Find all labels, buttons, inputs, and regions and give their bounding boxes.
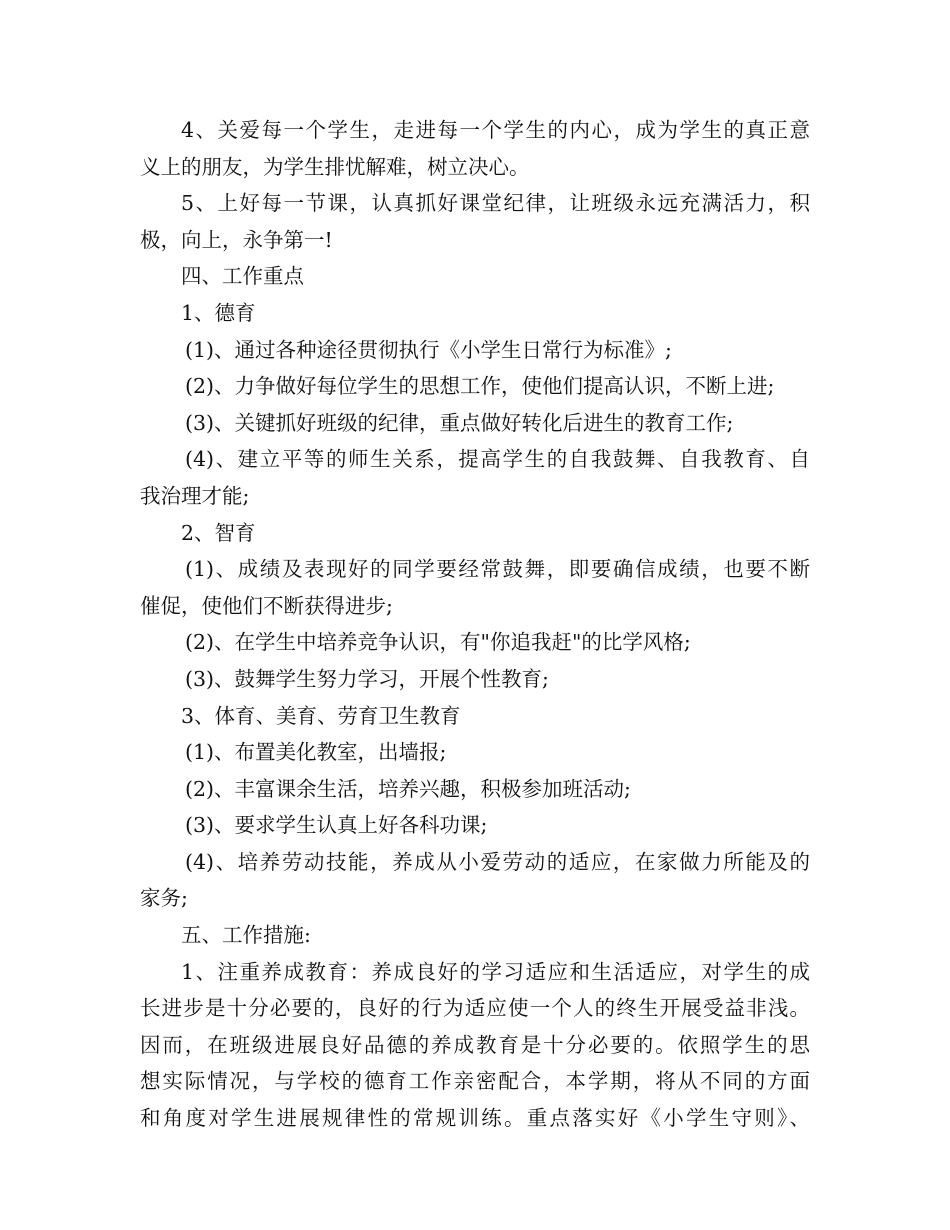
list-item: (2)、丰富课余生活，培养兴趣，积极参加班活动; [185, 776, 631, 801]
subsection-heading: 1、德育 [181, 300, 256, 325]
paragraph-line: 4、关爱每一个学生，走进每一个学生的内心，成为学生的真正意 [181, 118, 810, 142]
paragraph-line: 和角度对学生进展规律性的常规训练。重点落实好《小学生守则》、 [140, 1106, 810, 1131]
section-heading: 四、工作重点 [181, 264, 304, 289]
paragraph-line: 5、上好每一节课，认真抓好课堂纪律，让班级永远充满活力，积 [181, 191, 810, 216]
document-page [140, 112, 810, 1137]
paragraph-line: 想实际情况，与学校的德育工作亲密配合，本学期，将从不同的方面 [140, 1069, 810, 1094]
list-item-continuation: 我治理才能; [140, 483, 250, 508]
list-item: (2)、力争做好每位学生的思想工作，使他们提高认识，不断上进; [185, 374, 775, 399]
paragraph-line: 极，向上，永争第一! [140, 227, 333, 252]
list-item: (1)、成绩及表现好的同学要经常鼓舞，即要确信成绩，也要不断 [185, 557, 810, 582]
list-item: (4)、培养劳动技能，养成从小爱劳动的适应，在家做力所能及的 [185, 849, 810, 874]
list-item-continuation: 催促，使他们不断获得进步; [140, 593, 393, 618]
list-item: (1)、通过各种途径贯彻执行《小学生日常行为标准》; [185, 337, 672, 362]
list-item: (2)、在学生中培养竞争认识，有"你追我赶"的比学风格; [185, 630, 691, 655]
list-item: (3)、鼓舞学生努力学习，开展个性教育; [185, 666, 549, 691]
paragraph-line: 义上的朋友，为学生排忧解难，树立决心。 [140, 154, 530, 179]
section-heading: 五、工作措施: [181, 923, 311, 948]
list-item: (1)、布置美化教室，出墙报; [185, 740, 447, 765]
subsection-heading: 2、智育 [181, 520, 256, 545]
paragraph-line: 1、注重养成教育：养成良好的学习适应和生活适应，对学生的成 [181, 959, 810, 984]
list-item: (3)、要求学生认真上好各科功课; [185, 813, 488, 838]
paragraph-line: 因而，在班级进展良好品德的养成教育是十分必要的。依照学生的思 [140, 1032, 810, 1057]
paragraph-line: 长进步是十分必要的，良好的行为适应使一个人的终生开展受益非浅。 [140, 996, 810, 1021]
list-item-continuation: 家务; [140, 886, 188, 911]
subsection-heading: 3、体育、美育、劳育卫生教育 [181, 703, 461, 728]
list-item: (3)、关键抓好班级的纪律，重点做好转化后进生的教育工作; [185, 410, 734, 435]
list-item: (4)、建立平等的师生关系，提高学生的自我鼓舞、自我教育、自 [185, 447, 810, 472]
